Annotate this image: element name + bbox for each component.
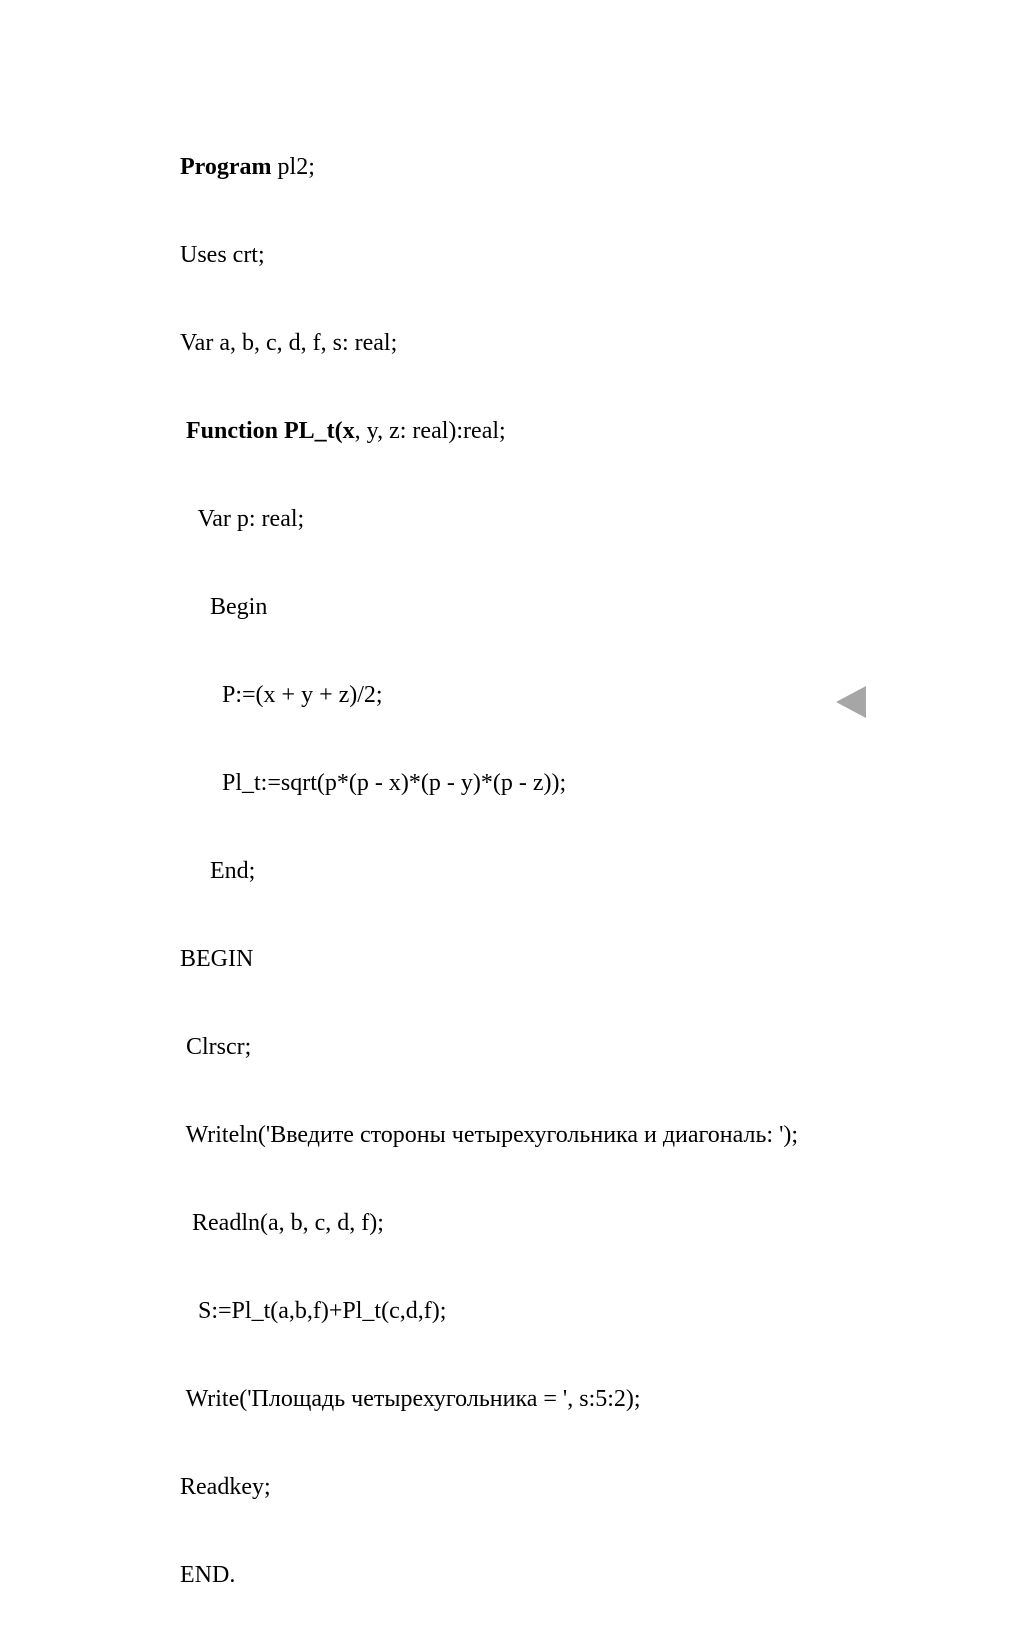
code-line-1 [180,150,798,184]
code-line-17: END. [180,1562,236,1588]
code-line-5: Var p: real; [180,506,305,532]
code-line-15: Write('Площадь четырехугольника = ', s:5:2); [180,1386,641,1412]
code-line-6: Begin [180,594,268,620]
function-params: , y, z: real):real; [354,418,506,444]
back-button[interactable] [836,686,866,718]
code-line-4 [180,414,798,448]
code-line-14: S:=Pl_t(a,b,f)+Pl_t(c,d,f); [180,1298,447,1324]
code-listing [180,96,798,1646]
code-line-8: Pl_t:=sqrt(p*(p - x)*(p - y)*(p - z)); [180,770,567,796]
code-line-12: Writeln('Введите стороны четырехугольника и диагональ: '); [180,1122,799,1148]
keyword-function: Function PL_t(x [186,418,355,444]
code-line-16: Readkey; [180,1474,271,1500]
code-line-13: Readln(a, b, c, d, f); [180,1210,384,1236]
code-line-10: BEGIN [180,946,254,972]
triangle-left-icon [836,686,866,718]
code-line-2: Uses crt; [180,242,265,268]
program-name: pl2; [271,154,315,180]
code-line-3: Var a, b, c, d, f, s: real; [180,330,398,356]
code-line-11: Clrscr; [180,1034,252,1060]
code-line-9: End; [180,858,256,884]
keyword-program: Program [180,154,272,180]
code-line-7: P:=(x + y + z)/2; [180,682,383,708]
